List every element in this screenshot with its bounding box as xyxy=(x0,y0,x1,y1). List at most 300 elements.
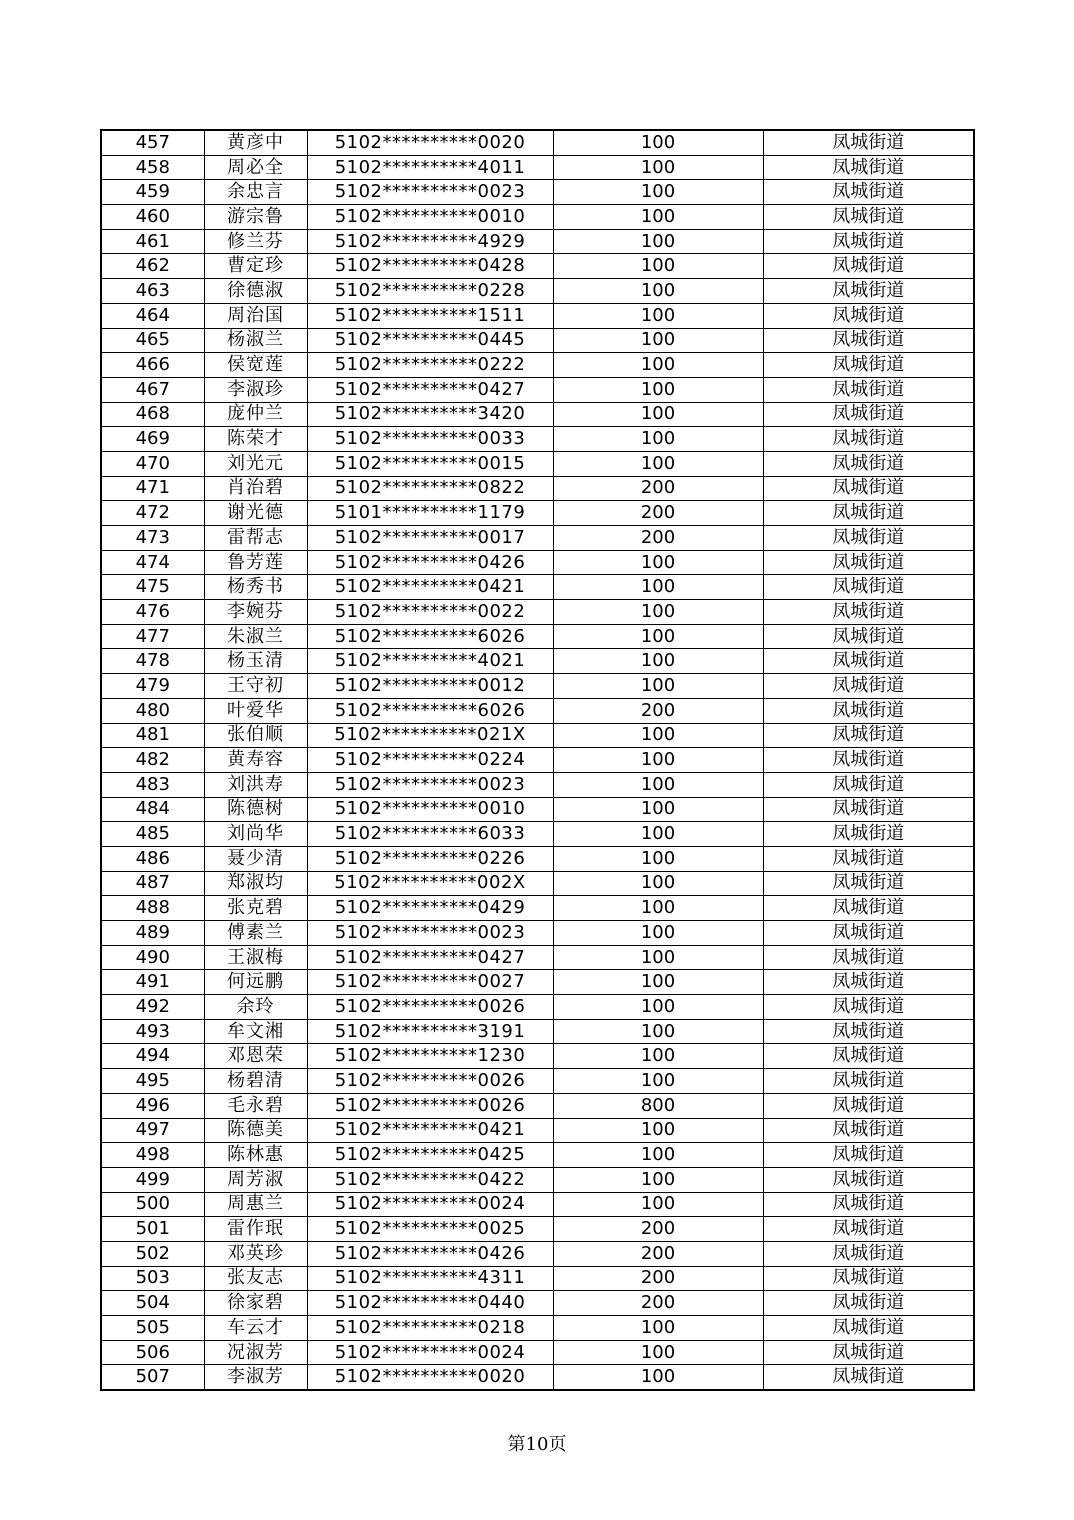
name-cell: 杨碧清 xyxy=(204,1069,307,1094)
table-row xyxy=(101,501,974,526)
name-cell: 周治国 xyxy=(204,303,307,328)
amount-cell: 100 xyxy=(553,797,763,822)
row-number-cell: 469 xyxy=(101,427,204,452)
table-row xyxy=(101,303,974,328)
table-row xyxy=(101,846,974,871)
id-number-cell: 5102**********0023 xyxy=(307,921,553,946)
table-row xyxy=(101,254,974,279)
row-number-cell: 497 xyxy=(101,1118,204,1143)
row-number-cell: 467 xyxy=(101,377,204,402)
district-cell: 凤城街道 xyxy=(763,1093,974,1118)
table-row xyxy=(101,1044,974,1069)
table-row xyxy=(101,772,974,797)
district-cell: 凤城街道 xyxy=(763,896,974,921)
district-cell: 凤城街道 xyxy=(763,501,974,526)
table-row xyxy=(101,427,974,452)
amount-cell: 100 xyxy=(553,1365,763,1390)
amount-cell: 100 xyxy=(553,254,763,279)
amount-cell: 100 xyxy=(553,921,763,946)
district-cell: 凤城街道 xyxy=(763,303,974,328)
name-cell: 何远鹏 xyxy=(204,970,307,995)
row-number-cell: 470 xyxy=(101,451,204,476)
id-number-cell: 5102**********0425 xyxy=(307,1143,553,1168)
id-number-cell: 5102**********1511 xyxy=(307,303,553,328)
district-cell: 凤城街道 xyxy=(763,1044,974,1069)
id-number-cell: 5102**********0228 xyxy=(307,279,553,304)
amount-cell: 200 xyxy=(553,1291,763,1316)
name-cell: 庞仲兰 xyxy=(204,402,307,427)
district-cell: 凤城街道 xyxy=(763,1118,974,1143)
amount-cell: 100 xyxy=(553,945,763,970)
amount-cell: 100 xyxy=(553,279,763,304)
row-number-cell: 479 xyxy=(101,674,204,699)
table-row xyxy=(101,377,974,402)
table-row xyxy=(101,995,974,1020)
id-number-cell: 5102**********0422 xyxy=(307,1167,553,1192)
id-number-cell: 5102**********0027 xyxy=(307,970,553,995)
row-number-cell: 499 xyxy=(101,1167,204,1192)
id-number-cell: 5102**********0026 xyxy=(307,1069,553,1094)
district-cell: 凤城街道 xyxy=(763,476,974,501)
name-cell: 杨玉清 xyxy=(204,649,307,674)
id-number-cell: 5102**********0012 xyxy=(307,674,553,699)
row-number-cell: 473 xyxy=(101,526,204,551)
district-cell: 凤城街道 xyxy=(763,451,974,476)
row-number-cell: 465 xyxy=(101,328,204,353)
name-cell: 张克碧 xyxy=(204,896,307,921)
table-row xyxy=(101,279,974,304)
row-number-cell: 506 xyxy=(101,1340,204,1365)
name-cell: 肖治碧 xyxy=(204,476,307,501)
table-row xyxy=(101,328,974,353)
table-row xyxy=(101,921,974,946)
row-number-cell: 502 xyxy=(101,1241,204,1266)
amount-cell: 100 xyxy=(553,1019,763,1044)
table-row xyxy=(101,1365,974,1390)
table-row xyxy=(101,723,974,748)
name-cell: 曹定珍 xyxy=(204,254,307,279)
id-number-cell: 5102**********0429 xyxy=(307,896,553,921)
amount-cell: 100 xyxy=(553,674,763,699)
district-cell: 凤城街道 xyxy=(763,180,974,205)
amount-cell: 100 xyxy=(553,427,763,452)
name-cell: 郑淑均 xyxy=(204,871,307,896)
district-cell: 凤城街道 xyxy=(763,945,974,970)
table-row xyxy=(101,896,974,921)
row-number-cell: 477 xyxy=(101,624,204,649)
table-row xyxy=(101,1167,974,1192)
district-cell: 凤城街道 xyxy=(763,575,974,600)
id-number-cell: 5102**********0445 xyxy=(307,328,553,353)
id-number-cell: 5102**********4021 xyxy=(307,649,553,674)
table-row xyxy=(101,229,974,254)
district-cell: 凤城街道 xyxy=(763,723,974,748)
district-cell: 凤城街道 xyxy=(763,1316,974,1341)
row-number-cell: 487 xyxy=(101,871,204,896)
amount-cell: 100 xyxy=(553,1143,763,1168)
name-cell: 聂少清 xyxy=(204,846,307,871)
table-row xyxy=(101,674,974,699)
amount-cell: 100 xyxy=(553,1340,763,1365)
amount-cell: 100 xyxy=(553,377,763,402)
name-cell: 车云才 xyxy=(204,1316,307,1341)
table-row xyxy=(101,1316,974,1341)
row-number-cell: 461 xyxy=(101,229,204,254)
district-cell: 凤城街道 xyxy=(763,772,974,797)
id-number-cell: 5102**********0426 xyxy=(307,550,553,575)
id-number-cell: 5102**********0022 xyxy=(307,600,553,625)
row-number-cell: 483 xyxy=(101,772,204,797)
id-number-cell: 5102**********002X xyxy=(307,871,553,896)
amount-cell: 100 xyxy=(553,649,763,674)
id-number-cell: 5102**********0222 xyxy=(307,353,553,378)
amount-cell: 100 xyxy=(553,1167,763,1192)
amount-cell: 200 xyxy=(553,1217,763,1242)
district-cell: 凤城街道 xyxy=(763,1069,974,1094)
name-cell: 雷帮志 xyxy=(204,526,307,551)
district-cell: 凤城街道 xyxy=(763,921,974,946)
table-row xyxy=(101,624,974,649)
name-cell: 杨淑兰 xyxy=(204,328,307,353)
district-cell: 凤城街道 xyxy=(763,846,974,871)
id-number-cell: 5102**********0020 xyxy=(307,130,553,155)
name-cell: 周必全 xyxy=(204,155,307,180)
district-cell: 凤城街道 xyxy=(763,155,974,180)
district-cell: 凤城街道 xyxy=(763,698,974,723)
table-row xyxy=(101,871,974,896)
table-row xyxy=(101,526,974,551)
district-cell: 凤城街道 xyxy=(763,328,974,353)
name-cell: 黄寿容 xyxy=(204,748,307,773)
amount-cell: 100 xyxy=(553,772,763,797)
name-cell: 李淑珍 xyxy=(204,377,307,402)
name-cell: 牟文湘 xyxy=(204,1019,307,1044)
district-cell: 凤城街道 xyxy=(763,748,974,773)
amount-cell: 100 xyxy=(553,130,763,155)
id-number-cell: 5102**********0025 xyxy=(307,1217,553,1242)
amount-cell: 100 xyxy=(553,995,763,1020)
id-number-cell: 5102**********021X xyxy=(307,723,553,748)
row-number-cell: 471 xyxy=(101,476,204,501)
district-cell: 凤城街道 xyxy=(763,1365,974,1390)
amount-cell: 100 xyxy=(553,353,763,378)
amount-cell: 100 xyxy=(553,748,763,773)
id-number-cell: 5102**********0426 xyxy=(307,1241,553,1266)
name-cell: 鲁芳莲 xyxy=(204,550,307,575)
table-row xyxy=(101,698,974,723)
name-cell: 周惠兰 xyxy=(204,1192,307,1217)
table-row xyxy=(101,575,974,600)
amount-cell: 100 xyxy=(553,550,763,575)
district-cell: 凤城街道 xyxy=(763,130,974,155)
amount-cell: 200 xyxy=(553,526,763,551)
id-number-cell: 5102**********0015 xyxy=(307,451,553,476)
row-number-cell: 501 xyxy=(101,1217,204,1242)
name-cell: 张友志 xyxy=(204,1266,307,1291)
row-number-cell: 484 xyxy=(101,797,204,822)
table-row xyxy=(101,1019,974,1044)
table-row xyxy=(101,1217,974,1242)
district-cell: 凤城街道 xyxy=(763,402,974,427)
row-number-cell: 500 xyxy=(101,1192,204,1217)
row-number-cell: 491 xyxy=(101,970,204,995)
row-number-cell: 490 xyxy=(101,945,204,970)
district-cell: 凤城街道 xyxy=(763,1192,974,1217)
district-cell: 凤城街道 xyxy=(763,871,974,896)
row-number-cell: 464 xyxy=(101,303,204,328)
table-row xyxy=(101,822,974,847)
district-cell: 凤城街道 xyxy=(763,526,974,551)
table-row xyxy=(101,402,974,427)
id-number-cell: 5102**********0024 xyxy=(307,1192,553,1217)
amount-cell: 200 xyxy=(553,698,763,723)
table-row xyxy=(101,550,974,575)
name-cell: 刘光元 xyxy=(204,451,307,476)
id-number-cell: 5102**********0421 xyxy=(307,1118,553,1143)
row-number-cell: 503 xyxy=(101,1266,204,1291)
table-row xyxy=(101,1118,974,1143)
name-cell: 陈林惠 xyxy=(204,1143,307,1168)
id-number-cell: 5102**********3191 xyxy=(307,1019,553,1044)
row-number-cell: 489 xyxy=(101,921,204,946)
amount-cell: 100 xyxy=(553,896,763,921)
name-cell: 刘尚华 xyxy=(204,822,307,847)
table-row xyxy=(101,797,974,822)
id-number-cell: 5102**********3420 xyxy=(307,402,553,427)
name-cell: 张伯顺 xyxy=(204,723,307,748)
amount-cell: 100 xyxy=(553,328,763,353)
row-number-cell: 466 xyxy=(101,353,204,378)
row-number-cell: 495 xyxy=(101,1069,204,1094)
amount-cell: 100 xyxy=(553,229,763,254)
amount-cell: 100 xyxy=(553,1192,763,1217)
amount-cell: 100 xyxy=(553,1044,763,1069)
name-cell: 李淑芳 xyxy=(204,1365,307,1390)
id-number-cell: 5102**********0023 xyxy=(307,772,553,797)
amount-cell: 100 xyxy=(553,1069,763,1094)
id-number-cell: 5102**********0024 xyxy=(307,1340,553,1365)
name-cell: 毛永碧 xyxy=(204,1093,307,1118)
table-row xyxy=(101,1069,974,1094)
amount-cell: 100 xyxy=(553,600,763,625)
row-number-cell: 496 xyxy=(101,1093,204,1118)
id-number-cell: 5102**********0017 xyxy=(307,526,553,551)
row-number-cell: 498 xyxy=(101,1143,204,1168)
name-cell: 谢光德 xyxy=(204,501,307,526)
table-row xyxy=(101,180,974,205)
id-number-cell: 5102**********0421 xyxy=(307,575,553,600)
row-number-cell: 488 xyxy=(101,896,204,921)
table-row xyxy=(101,1340,974,1365)
table-row xyxy=(101,649,974,674)
row-number-cell: 472 xyxy=(101,501,204,526)
amount-cell: 100 xyxy=(553,723,763,748)
amount-cell: 200 xyxy=(553,476,763,501)
district-cell: 凤城街道 xyxy=(763,1291,974,1316)
name-cell: 周芳淑 xyxy=(204,1167,307,1192)
district-cell: 凤城街道 xyxy=(763,822,974,847)
id-number-cell: 5102**********4929 xyxy=(307,229,553,254)
id-number-cell: 5102**********0010 xyxy=(307,797,553,822)
district-cell: 凤城街道 xyxy=(763,649,974,674)
district-cell: 凤城街道 xyxy=(763,1217,974,1242)
district-cell: 凤城街道 xyxy=(763,377,974,402)
row-number-cell: 492 xyxy=(101,995,204,1020)
district-cell: 凤城街道 xyxy=(763,1167,974,1192)
id-number-cell: 5102**********0026 xyxy=(307,1093,553,1118)
id-number-cell: 5102**********6026 xyxy=(307,698,553,723)
row-number-cell: 481 xyxy=(101,723,204,748)
row-number-cell: 458 xyxy=(101,155,204,180)
name-cell: 侯宽莲 xyxy=(204,353,307,378)
id-number-cell: 5102**********0428 xyxy=(307,254,553,279)
name-cell: 陈德树 xyxy=(204,797,307,822)
district-cell: 凤城街道 xyxy=(763,279,974,304)
name-cell: 修兰芬 xyxy=(204,229,307,254)
table-body xyxy=(101,130,974,1390)
amount-cell: 100 xyxy=(553,846,763,871)
name-cell: 陈荣才 xyxy=(204,427,307,452)
district-cell: 凤城街道 xyxy=(763,674,974,699)
name-cell: 叶爱华 xyxy=(204,698,307,723)
id-number-cell: 5102**********0224 xyxy=(307,748,553,773)
id-number-cell: 5102**********0427 xyxy=(307,945,553,970)
name-cell: 游宗鲁 xyxy=(204,205,307,230)
amount-cell: 800 xyxy=(553,1093,763,1118)
amount-cell: 100 xyxy=(553,970,763,995)
amount-cell: 100 xyxy=(553,451,763,476)
amount-cell: 100 xyxy=(553,205,763,230)
district-cell: 凤城街道 xyxy=(763,205,974,230)
amount-cell: 100 xyxy=(553,1118,763,1143)
name-cell: 刘洪寿 xyxy=(204,772,307,797)
name-cell: 黄彦中 xyxy=(204,130,307,155)
id-number-cell: 5102**********6026 xyxy=(307,624,553,649)
table-row xyxy=(101,945,974,970)
district-cell: 凤城街道 xyxy=(763,797,974,822)
row-number-cell: 459 xyxy=(101,180,204,205)
table-row xyxy=(101,600,974,625)
name-cell: 邓恩荣 xyxy=(204,1044,307,1069)
table-row xyxy=(101,1093,974,1118)
id-number-cell: 5102**********0023 xyxy=(307,180,553,205)
district-cell: 凤城街道 xyxy=(763,1143,974,1168)
id-number-cell: 5102**********0026 xyxy=(307,995,553,1020)
district-cell: 凤城街道 xyxy=(763,550,974,575)
table-row xyxy=(101,1241,974,1266)
amount-cell: 100 xyxy=(553,575,763,600)
name-cell: 李婉芬 xyxy=(204,600,307,625)
id-number-cell: 5102**********4011 xyxy=(307,155,553,180)
name-cell: 陈德美 xyxy=(204,1118,307,1143)
row-number-cell: 507 xyxy=(101,1365,204,1390)
name-cell: 王守初 xyxy=(204,674,307,699)
table-row xyxy=(101,205,974,230)
row-number-cell: 476 xyxy=(101,600,204,625)
beneficiary-table xyxy=(100,129,975,1391)
table-row xyxy=(101,1192,974,1217)
name-cell: 朱淑兰 xyxy=(204,624,307,649)
id-number-cell: 5102**********0822 xyxy=(307,476,553,501)
id-number-cell: 5102**********0010 xyxy=(307,205,553,230)
amount-cell: 100 xyxy=(553,1316,763,1341)
name-cell: 况淑芳 xyxy=(204,1340,307,1365)
id-number-cell: 5102**********0440 xyxy=(307,1291,553,1316)
table-row xyxy=(101,1143,974,1168)
name-cell: 邓英珍 xyxy=(204,1241,307,1266)
name-cell: 雷作珉 xyxy=(204,1217,307,1242)
id-number-cell: 5102**********1230 xyxy=(307,1044,553,1069)
district-cell: 凤城街道 xyxy=(763,1241,974,1266)
district-cell: 凤城街道 xyxy=(763,624,974,649)
table-row xyxy=(101,970,974,995)
page-number: 第10页 xyxy=(507,1434,567,1455)
row-number-cell: 494 xyxy=(101,1044,204,1069)
district-cell: 凤城街道 xyxy=(763,995,974,1020)
name-cell: 徐家碧 xyxy=(204,1291,307,1316)
row-number-cell: 463 xyxy=(101,279,204,304)
name-cell: 余忠言 xyxy=(204,180,307,205)
row-number-cell: 457 xyxy=(101,130,204,155)
amount-cell: 100 xyxy=(553,624,763,649)
district-cell: 凤城街道 xyxy=(763,1266,974,1291)
id-number-cell: 5102**********0020 xyxy=(307,1365,553,1390)
amount-cell: 200 xyxy=(553,1241,763,1266)
id-number-cell: 5102**********0226 xyxy=(307,846,553,871)
row-number-cell: 493 xyxy=(101,1019,204,1044)
row-number-cell: 504 xyxy=(101,1291,204,1316)
row-number-cell: 485 xyxy=(101,822,204,847)
amount-cell: 100 xyxy=(553,822,763,847)
name-cell: 傅素兰 xyxy=(204,921,307,946)
id-number-cell: 5102**********6033 xyxy=(307,822,553,847)
name-cell: 杨秀书 xyxy=(204,575,307,600)
district-cell: 凤城街道 xyxy=(763,353,974,378)
amount-cell: 100 xyxy=(553,303,763,328)
amount-cell: 200 xyxy=(553,501,763,526)
row-number-cell: 482 xyxy=(101,748,204,773)
table-row xyxy=(101,130,974,155)
row-number-cell: 475 xyxy=(101,575,204,600)
row-number-cell: 474 xyxy=(101,550,204,575)
id-number-cell: 5102**********0033 xyxy=(307,427,553,452)
district-cell: 凤城街道 xyxy=(763,970,974,995)
id-number-cell: 5102**********0427 xyxy=(307,377,553,402)
table-row xyxy=(101,1266,974,1291)
amount-cell: 100 xyxy=(553,402,763,427)
id-number-cell: 5101**********1179 xyxy=(307,501,553,526)
row-number-cell: 468 xyxy=(101,402,204,427)
amount-cell: 100 xyxy=(553,155,763,180)
name-cell: 王淑梅 xyxy=(204,945,307,970)
district-cell: 凤城街道 xyxy=(763,600,974,625)
district-cell: 凤城街道 xyxy=(763,427,974,452)
district-cell: 凤城街道 xyxy=(763,254,974,279)
row-number-cell: 478 xyxy=(101,649,204,674)
table-row xyxy=(101,1291,974,1316)
row-number-cell: 460 xyxy=(101,205,204,230)
district-cell: 凤城街道 xyxy=(763,229,974,254)
table-row xyxy=(101,451,974,476)
row-number-cell: 505 xyxy=(101,1316,204,1341)
table-row xyxy=(101,476,974,501)
table-row xyxy=(101,155,974,180)
amount-cell: 200 xyxy=(553,1266,763,1291)
district-cell: 凤城街道 xyxy=(763,1019,974,1044)
name-cell: 徐德淑 xyxy=(204,279,307,304)
id-number-cell: 5102**********0218 xyxy=(307,1316,553,1341)
name-cell: 余玲 xyxy=(204,995,307,1020)
